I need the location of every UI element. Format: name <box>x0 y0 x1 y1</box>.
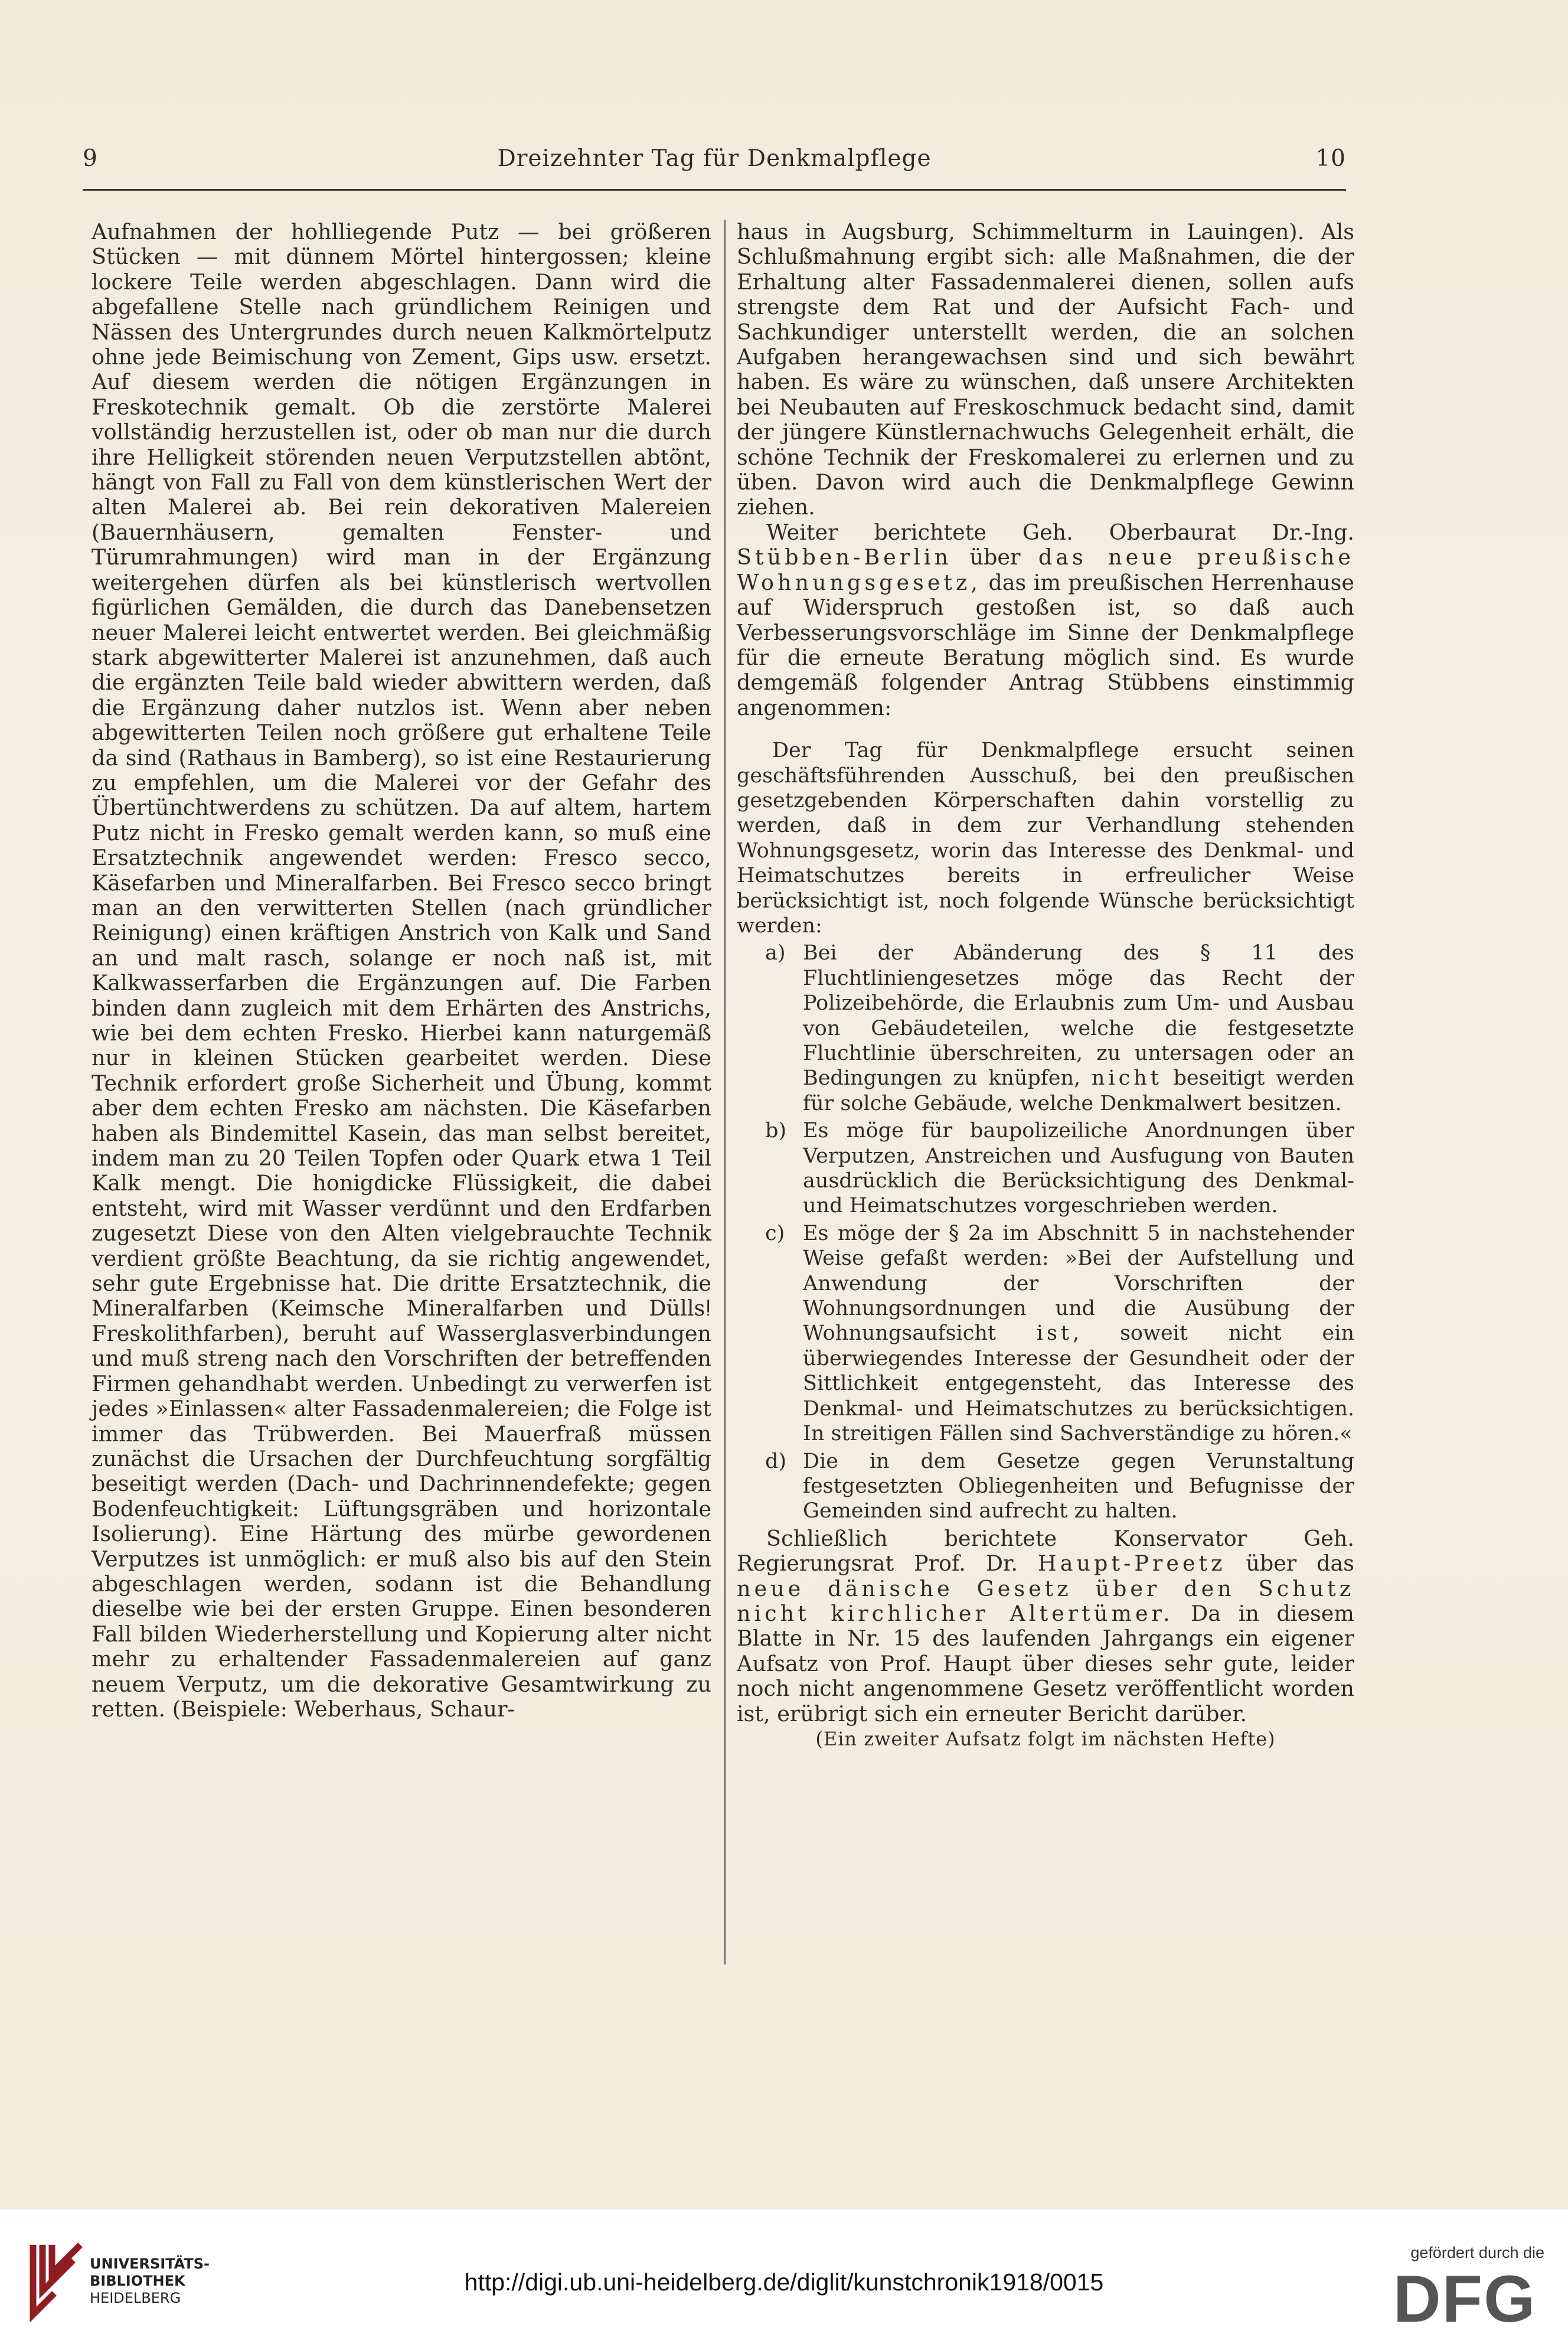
left-column-text: Aufnahmen der hohlliegende Putz — bei größeren Stücken — mit dünnem Mörtel hintergossen; kleine lockere Teile werden abgeschlagen. Dann wird die abgefallene Stelle nach gründlichem Reinigen und Nässen des Untergrundes durch neuen Kalkmörtelputz ohne jede Beimischung von Zement, Gips usw. ersetzt. Auf diesem werden die nötigen Ergänzungen in Freskotechnik gemalt. Ob die zerstörte Malerei vollständig herzustellen ist, oder ob man nur die durch ihre Helligkeit störenden neuen Verputzstellen abtönt, hängt von Fall zu Fall von dem künstlerischen Wert der alten Malerei ab. Bei rein dekorativen Malereien (Bauernhäusern, gemalten Fenster- und Türumrahmungen) wird man in der Ergänzung weitergehen dürfen als bei künstlerisch wertvollen figürlichen Gemälden, die durch das Danebensetzen neuer Malerei leicht entwertet werden. Bei gleichmäßig stark abgewitterter Malerei ist anzunehmen, daß auch die ergänzten Teile bald wieder abwittern werden, daß die Ergänzung daher nutzlos ist. Wenn aber neben abgewitterten Teilen noch größere gut erhaltene Teile da sind (Rathaus in Bamberg), so ist eine Restaurierung zu empfehlen, um die Malerei vor der Gefahr des Übertünchtwerdens zu schützen. Da auf altem, hartem Putz nicht in Fresko gemalt werden kann, so muß eine Ersatztechnik angewendet werden: Fresco secco, Käsefarben und Mineralfarben. Bei Fresco secco bringt man an den verwitterten Stellen (nach gründlicher Reinigung) einen kräftigen Anstrich von Kalk und Sand an und malt rasch, solange er noch naß ist, mit Kalkwasserfarben die Ergänzungen auf. Die Farben binden dann zugleich mit dem Erhärten des Anstrichs, wie bei dem echten Fresko. Hierbei kann naturgemäß nur in kleinen Stücken gearbeitet werden. Diese Technik erfordert große Sicherheit und Übung, kommt aber dem echten Fresko am nächsten. Die Käsefarben haben als Bindemittel Kasein, das man selbst bereitet, indem man zu 20 Teilen Topfen oder Quark etwa 1 Teil Kalk mengt. Die honigdicke Flüssigkeit, die dabei entsteht, wird mit Wasser verdünnt und den Erdfarben zugesetzt Diese von den Alten vielgebrauchte Technik verdient größte Beachtung, da sie richtig angewendet, sehr gute Ergebnisse hat. Die dritte Ersatztechnik, die Mineralfarben (Keimsche Mineralfarben und Düllsǃ Freskolithfarben), beruht auf Wasserglasverbindungen und muß streng nach den Vorschriften der betreffenden Firmen gehandhabt werden. Unbedingt zu verwerfen ist jedes »Einlassen« alter Fassadenmalereien; die Folge ist immer das Trübwerden. Bei Mauerfraß müssen zunächst die Ursachen der Durchfeuchtung sorgfältig beseitigt werden (Dach- und Dachrinnendefekte; gegen Bodenfeuchtigkeit: Lüftungsgräben und horizontale Isolierung). Eine Härtung des mürbe gewordenen Verputzes ist unmöglich: er muß also bis auf den Stein abgeschlagen werden, sodann ist die Behandlung dieselbe wie bei der ersten Gruppe. Einen besonderen Fall bilden Wiederherstellung und Kopierung alter nicht mehr zu erhaltender Fassadenmalereien auf ganz neuem Verputz, um die dekorative Gesamtwirkung zu retten. (Beispiele: Weberhaus, Schaur- <box>92 219 711 1722</box>
continuation-note: (Ein zweiter Aufsatz folgt im nächsten Hefte) <box>815 1727 1276 1750</box>
para-2-connector: über <box>969 544 1021 570</box>
para-2-body: das im preußischen Herrenhause auf Widerspruch gestoßen ist, so daß auch Verbesserungsvorschläge im Sinne der Denkmalpflege für die erneute Beratung möglich sind. Es wurde demgemäß folgender Antrag Stübbens einstimmig angenommen: <box>737 569 1354 720</box>
item-marker: b) <box>765 1119 787 1143</box>
item-emphasis: nicht <box>1091 1066 1162 1091</box>
right-column <box>737 220 1354 1751</box>
motion-list <box>737 941 1354 1523</box>
para-3-intro: Schließlich berichtete Konservator Geh. Regierungsrat Prof. Dr. <box>737 1525 1354 1577</box>
motion-item <box>737 1449 1354 1524</box>
item-text-end: beseitigt werden für solche Gebäude, welche Denkmalwert besitzen. <box>803 1066 1354 1115</box>
motion-item <box>737 1221 1354 1447</box>
running-head <box>83 145 1346 181</box>
library-line: HEIDELBERG <box>90 2290 181 2306</box>
header-rule <box>83 189 1346 191</box>
motion-item <box>737 1118 1354 1219</box>
item-text: Bei der Abänderung des § 11 des Fluchtliniengesetzes möge das Recht der Polizeibehörde, die Erlaubnis zum Um- und Ausbau von Gebäudeteilen, welche die festgesetzte Fluchtlinie überschreiten, zu untersagen oder an Bedingungen zu knüpfen, <box>803 941 1354 1091</box>
motion-item <box>737 941 1354 1116</box>
motion-lead: Der Tag für Denkmalpflege ersucht seinen geschäftsführenden Ausschuß, bei den preußischen gesetzgebenden Körperschaften dahin vorstellig zu werden, daß in dem zur Verhandlung stehenden Wohnungsgesetz, worin das Interesse des Denkmal- und Heimatschutzes bereits in erfreulicher Weise berücksichtigt ist, noch folgende Wünsche berücksichtigt werden: <box>737 739 1354 938</box>
para-3-body: Da in diesem Blatte in Nr. 15 des laufenden Jahrgangs ein eigener Aufsatz von Prof. Haupt über dieses sehr gute, leider noch nicht angenommene Gesetz veröffentlicht worden ist, erübrigt sich ein erneuter Bericht darüber. <box>737 1600 1355 1726</box>
library-line: UNIVERSITÄTS- <box>90 2256 210 2272</box>
speaker-name-haupt: Haupt-Preetz <box>1037 1551 1226 1577</box>
right-para-1: haus in Augsburg, Schimmelturm in Lauingen). Als Schlußmahnung ergibt sich: alle Maßnahmen, die der Erhaltung alter Fassadenmalerei dienen, sollen aufs strengste dem Rat und der Aufsicht Fach- und Sachkundiger unterstellt werden, die an solchen Aufgaben herangewachsen sind und sich bewährt haben. Es wäre zu wünschen, daß unsere Architekten bei Neubauten auf Freskoschmuck bedacht sind, damit der jüngere Künstlernachwuchs Gelegenheit erhält, die schöne Technik der Freskomalerei zu erlernen und zu üben. Davon wird auch die Denkmalpflege Gewinn ziehen. <box>737 219 1354 520</box>
item-text: Die in dem Gesetze gegen Verunstaltung festgesetzten Obliegenheiten und Befugnisse der Gemeinden sind aufrecht zu halten. <box>803 1449 1354 1523</box>
funder-caption: gefördert durch die <box>1410 2244 1544 2261</box>
dfg-logo-icon <box>1385 2265 1544 2330</box>
page-number-left: 9 <box>83 145 98 172</box>
item-marker: c) <box>765 1221 785 1245</box>
library-line: BIBLIOTHEK <box>90 2273 185 2289</box>
left-column <box>92 220 711 1722</box>
item-text: Es möge der § 2a im Abschnitt 5 in nachstehender Weise gefaßt werden: »Bei der Aufstellung und Anwendung der Vorschriften der Wohnungsordnungen und die Ausübung der Wohnungsaufsicht <box>803 1221 1354 1346</box>
para-2-intro: Weiter berichtete Geh. Oberbaurat Dr.-Ing. <box>766 519 1354 545</box>
item-emphasis: ist <box>1036 1321 1073 1346</box>
topic-wohnungsgesetz: das neue preußische Wohnungsgesetz, <box>737 544 1354 595</box>
source-url-link[interactable]: http://digi.ub.uni-heidelberg.de/diglit/kunstchronik1918/0015 <box>464 2269 1104 2296</box>
item-marker: a) <box>765 941 786 965</box>
right-para-3 <box>737 1526 1354 1726</box>
column-divider <box>724 220 726 1964</box>
motion-block <box>737 738 1354 1524</box>
speaker-name-stuebben: Stübben-Berlin <box>737 544 952 570</box>
para-3-connector: über das <box>1246 1551 1354 1577</box>
page-number-right: 10 <box>1315 145 1346 172</box>
item-text: Es möge für baupolizeiliche Anordnungen über Verputzen, Anstreichen und Ausfugung von Bauten ausdrücklich die Berücksichtigung des Denkmal- und Heimatschutzes vorgeschrieben werden. <box>803 1119 1354 1218</box>
right-para-2 <box>737 520 1354 720</box>
digitization-footer <box>0 2209 1568 2350</box>
dfg-logo-text: DFG <box>1393 2265 1537 2330</box>
item-marker: d) <box>765 1449 787 1473</box>
running-title: Dreizehnter Tag für Denkmalpflege <box>497 145 932 172</box>
topic-daenisches-gesetz: neue dänische Gesetz über den Schutz nicht kirchlicher Altertümer. <box>737 1575 1354 1626</box>
item-text-end: , soweit nicht ein überwiegendes Interesse der Gesundheit oder der Sittlichkeit entgegensteht, das Interesse des Denkmal- und Heimatschutzes zu berücksichtigen. In streitigen Fällen sind Sachverständige zu hören.« <box>803 1321 1354 1446</box>
